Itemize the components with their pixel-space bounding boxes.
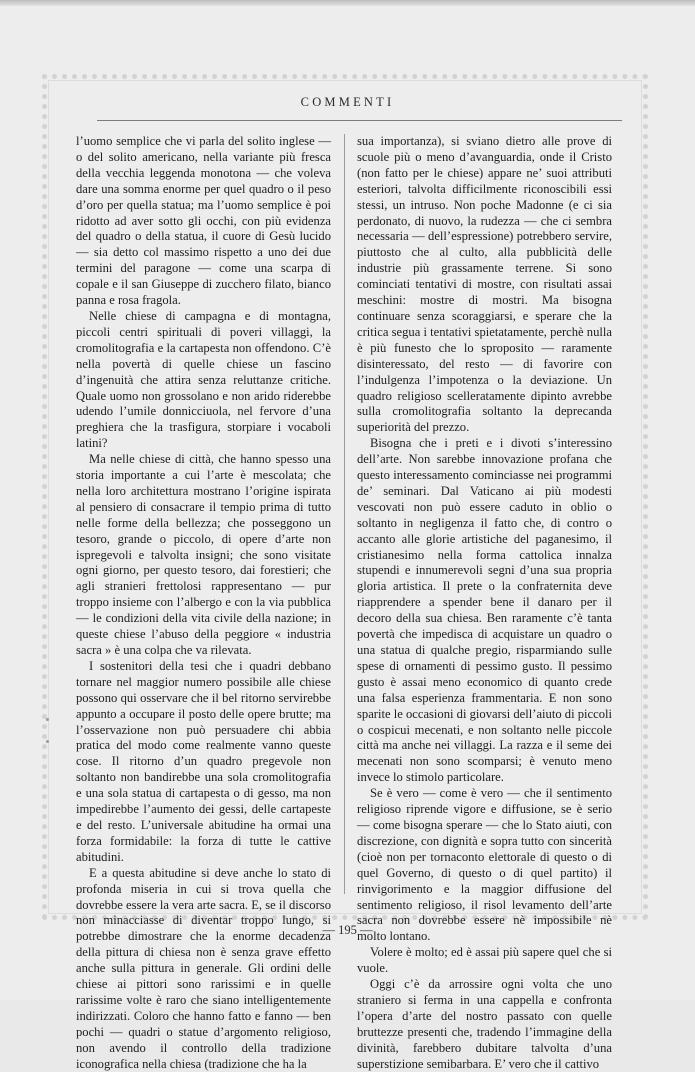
- paragraph: E a questa abitudine si deve anche lo stato di profonda miseria in cui si trova quella che dovrebbe essere la vera arte sacra. E, se il discorso non minacciasse di diventar troppo lungo, si potrebbe dimostrare che la enorme decadenza della pittura di chiesa non è senza grave effetto anche sulla pittura in generale. Gli ordini delle chiese ai pittori sono rarissimi e in quelle rarissime volte è raro che siano intelligentemente indirizzati. Coloro che hanno fatto e fanno — ben pochi — quadri o statue d’argomento religioso, non avendo il controllo della tradizione iconografica nella chiesa (tradizione che ha la: [76, 865, 331, 1071]
- scan-edge: [0, 0, 695, 6]
- margin-mark: [46, 718, 49, 721]
- column-divider: [344, 134, 345, 894]
- paragraph: l’uomo semplice che vi parla del solito inglese — o del solito americano, nella variante più fresca della vecchia leggenda monotona — che voleva dare una somma enorme per quel quadro o il peso d’oro per quella statua; ma l’uomo semplice è poi ridotto ad aver sotto gli occhi, con più evidenza del quadro o della statua, il cuore di Gesù lucido — sia detto col massimo rispetto a uno dei due termini del paragone — come una scarpa di copale e il san Giuseppe di zucchero filato, bianco panna e rosa fragola.: [76, 134, 331, 308]
- paragraph: Bisogna che i preti e i divoti s’interessino dell’arte. Non sarebbe innovazione profana che questo interessamento cominciasse nei programmi de’ seminari. Dal Vaticano ai più modesti vescovati non può essere caduto in oblio o soltanto in negligenza il fatto che, di contro o accanto alle glorie artistiche del paganesimo, il cristianesimo nella forma cattolica innalza stupendi e innumerevoli segni d’una sua propria gloria artistica. Il prete o la confraternita deve riapprendere a spender bene il danaro per il decoro della sua chiesa. Ben raramente c’è tanta povertà che impedisca di acquistare un quadro o una statua di qualche pregio, risparmiando sulle spese di ornamenti di pessimo gusto. Il pessimo gusto è assai meno economico di quanto crede una falsa esperienza frammentaria. E non sono sparite le occasioni di giovarsi dell’aiuto di piccoli o cospicui mecenati, e non soltanto nelle piccole città ma anche nei villaggi. La razza e il seme dei mecenati non sono scomparsi; è venuto meno invece lo stimolo particolare.: [357, 436, 612, 785]
- margin-mark: [46, 740, 49, 743]
- paragraph: Volere è molto; ed è assai più sapere quel che si vuole.: [357, 945, 612, 976]
- header-rule: [97, 120, 622, 121]
- paragraph: sua importanza), si sviano dietro alle prove di scuole più o meno d’avanguardia, onde il Cristo (non fatto per le chiese) appare ne’ suoi attributi esteriori, talvolta difficilmente riconoscibili essi stessi, un intruso. Non poche Madonne (e ci sia perdonato, di nuovo, la rudezza — che ci sembra necessaria — dell’espressione) potrebbero servire, piuttosto che al culto, alla pubblicità delle industrie più grassamente terrene. Si sono cominciati tentativi di mostre, con risultati assai meschini: mostre di mostri. Ma bisogna continuare senza scoraggiarsi, e sperare che la critica segua i tentativi spietatamente, perchè nulla è più funesto che lo sproposito — raramente disinteressato, del resto — di favorire con l’indulgenza l’impotenza o la deviazione. Un quadro religioso scelleratamente dipinto avrebbe sulla cromolitografia soltanto la deprecanda superiorità del prezzo.: [357, 134, 612, 435]
- page-number: — 195 —: [322, 923, 373, 937]
- paragraph: Oggi c’è da arrossire ogni volta che uno straniero si ferma in una cappella e confronta l’opera d’arte del nostro passato con quelle bruttezze presenti che, tradendo l’immagine della divinità, farebbero dubitare talvolta d’una superstizione semibarbara. E’ vero che il cattivo: [357, 977, 612, 1071]
- paragraph: Se è vero — come è vero — che il sentimento religioso riprende vigore e diffusione, se è serio — come bisogna sperare — che lo Stato aiuti, con discrezione, con dignità e sopra tutto con sincerità (cioè non per tornaconto elettorale di questo o di quel Governo, di questo o di quel partito) il rinvigorimento e la maggior diffusione del sentimento religioso, il risol levamento dell’arte sacra non dovrebbe essere nè impossibile nè molto lontano.: [357, 786, 612, 944]
- running-head: COMMENTI: [300, 95, 395, 109]
- paragraph: Ma nelle chiese di città, che hanno spesso una storia importante a cui l’arte è mescolata; che nella loro architettura mostrano l’origine ispirata al pensiero di consacrare il tempio prima di tutto nelle forme della bellezza; che posseggono un tesoro, grande o piccolo, di opere d’arte non ispregevoli e talvolta insigni; che sono visitate ogni giorno, per questo tesoro, dai forestieri; che agli stranieri frettolosi rappresentano — pur troppo insieme con l’albergo e con la via pubblica — le condizioni della vita civile della nazione; in queste chiese l’abuso della peggiore « industria sacra » è una colpa che va rilevata.: [76, 452, 331, 657]
- paragraph: I sostenitori della tesi che i quadri debbano tornare nel maggior numero possibile alle chiese possono qui osservare che il bel ritorno servirebbe appunto a occupare il posto delle opere brutte; ma l’osservazione non può persuadere chi abbia pratica del modo come realmente vanno queste cose. Il ritorno d’un quadro pregevole non soltanto non bandirebbe una sola cromolitografia e una sola statua di cartapesta o di gesso, ma non impedirebbe l’aumento dei gessi, delle cartapeste e del resto. L’universale abitudine ha ormai una forza formidabile: la forza di tutte le cattive abitudini.: [76, 658, 331, 864]
- paragraph: Nelle chiese di campagna e di montagna, piccoli centri spirituali di poveri villaggi, la cromolitografia e la cartapesta non offendono. C’è nella povertà di quelle chiese un fascino d’ingenuità che attira senza reluttanze critiche. Quale uomo non grossolano e non arido riderebbe udendo l’umile donnicciuola, nel fervore d’una preghiera che la trasfigura, storpiare i vocaboli latini?: [76, 308, 331, 451]
